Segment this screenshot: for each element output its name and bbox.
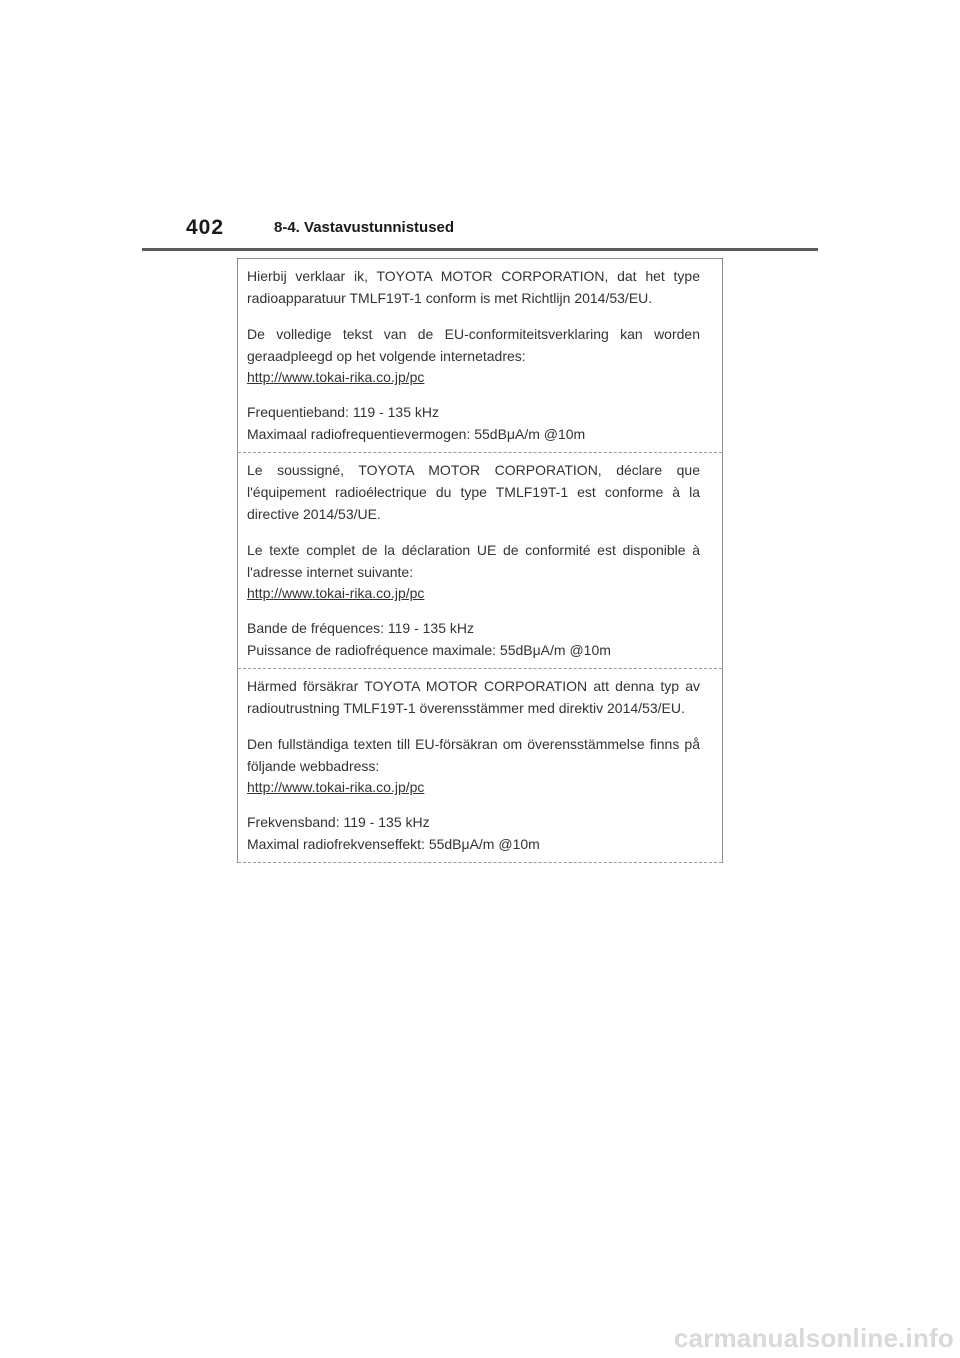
section-title: 8-4. Vastavustunnistused	[274, 219, 455, 236]
declaration-url-link[interactable]: http://www.tokai-rika.co.jp/pc	[247, 585, 425, 601]
max-power: Maximaal radiofrequentievermogen: 55dBμA/m @10m	[247, 426, 586, 442]
page-number: 402	[186, 216, 225, 239]
declaration-statement: Le soussigné, TOYOTA MOTOR CORPORATION, déclare que l'équipement radioélectrique du type TMLF19T-1 est conforme à la directive 2014/53/UE.	[247, 462, 700, 522]
paragraph-spacer	[247, 603, 700, 617]
full-text-note: De volledige tekst van de EU-conformiteitsverklaring kan worden geraadpleegd op het volgende internetadres:	[247, 326, 700, 364]
declaration-statement: Härmed försäkrar TOYOTA MOTOR CORPORATION att denna typ av radioutrustning TMLF19T-1 överensstämmer med direktiv 2014/53/EU.	[247, 678, 700, 716]
full-text-note: Den fullständiga texten till EU-försäkran om överensstämmelse finns på följande webbadress:	[247, 736, 700, 774]
full-text-note: Le texte complet de la déclaration UE de conformité est disponible à l'adresse internet suivante:	[247, 542, 700, 580]
frequency-band: Frekvensband: 119 - 135 kHz	[247, 814, 430, 830]
paragraph-spacer	[247, 309, 700, 323]
declaration-url-link[interactable]: http://www.tokai-rika.co.jp/pc	[247, 369, 425, 385]
declaration-swedish	[238, 669, 722, 863]
page-header	[142, 212, 818, 251]
declaration-statement: Hierbij verklaar ik, TOYOTA MOTOR CORPORATION, dat het type radioapparatuur TMLF19T-1 conform is met Richtlijn 2014/53/EU.	[247, 268, 700, 306]
paragraph-spacer	[247, 525, 700, 539]
declaration-dutch	[238, 259, 722, 453]
paragraph-spacer	[247, 387, 700, 401]
paragraph-spacer	[247, 797, 700, 811]
declaration-url-link[interactable]: http://www.tokai-rika.co.jp/pc	[247, 779, 425, 795]
paragraph-spacer	[247, 719, 700, 733]
frequency-band: Frequentieband: 119 - 135 kHz	[247, 404, 439, 420]
site-watermark: carmanualsonline.info	[673, 1323, 954, 1353]
frequency-band: Bande de fréquences: 119 - 135 kHz	[247, 620, 475, 636]
max-power: Puissance de radiofréquence maximale: 55dBμA/m @10m	[247, 642, 611, 658]
declaration-french	[238, 453, 722, 669]
max-power: Maximal radiofrekvenseffekt: 55dBμA/m @10m	[247, 836, 540, 852]
declaration-box	[237, 258, 723, 863]
